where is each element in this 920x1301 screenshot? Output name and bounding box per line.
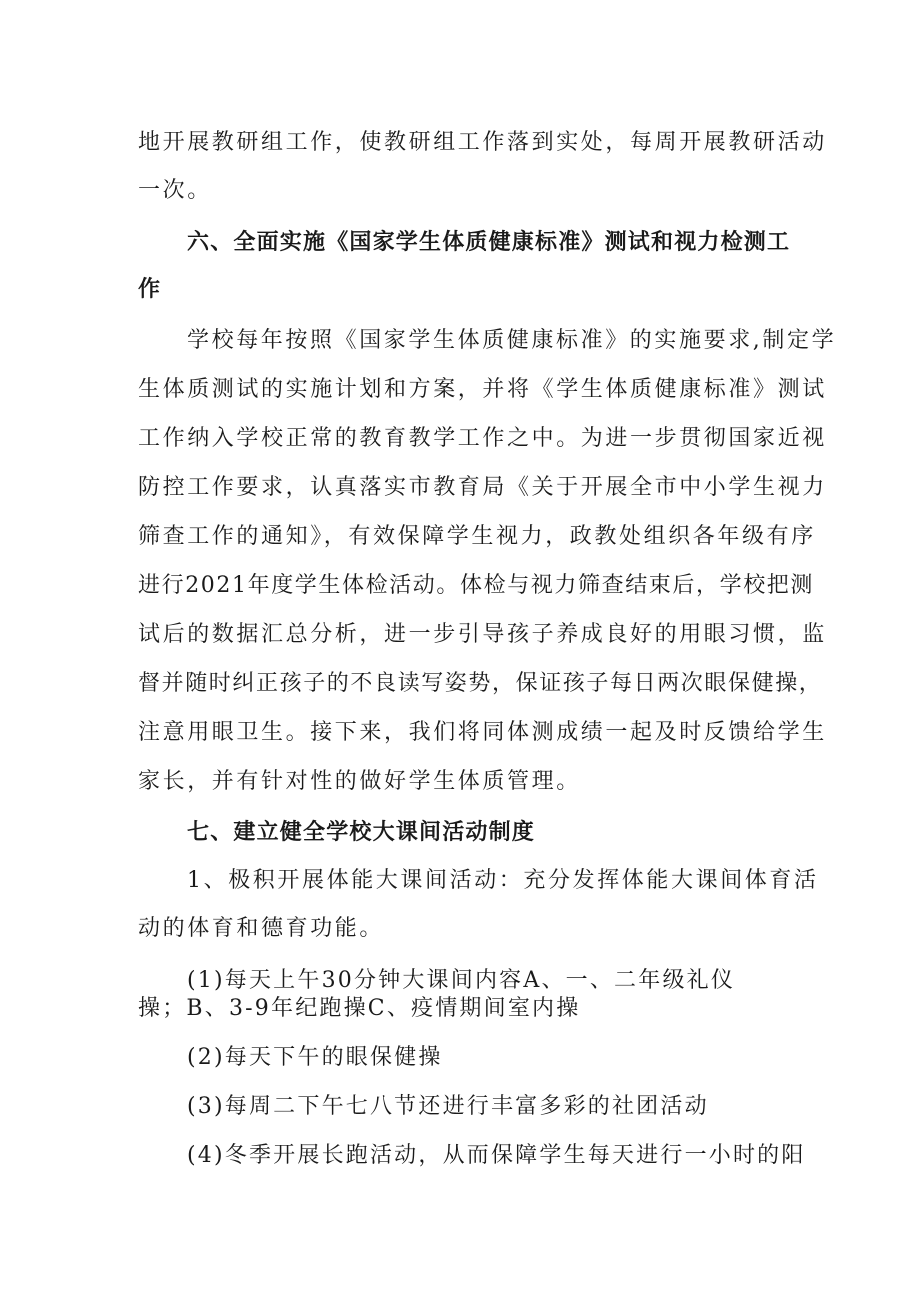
section-heading-six-continued: 作 xyxy=(138,277,162,302)
paragraph-line: 1、极积开展体能大课间活动：充分发挥体能大课间体育活 xyxy=(187,868,819,893)
section-heading-six: 六、全面实施《国家学生体质健康标准》测试和视力检测工 xyxy=(187,230,791,255)
list-item-4: (4)冬季开展长跑活动，从而保障学生每天进行一小时的阳 xyxy=(187,1143,806,1168)
paragraph-line: 注意用眼卫生。接下来，我们将同体测成绩一起及时反馈给学生 xyxy=(138,720,827,745)
paragraph-line: 动的体育和德育功能。 xyxy=(138,916,385,941)
paragraph-line: 学校每年按照《国家学生体质健康标准》的实施要求,制定学 xyxy=(187,328,837,353)
paragraph-line: 进行2021年度学生体检活动。体检与视力筛查结束后，学校把测 xyxy=(138,573,814,598)
paragraph-line: 工作纳入学校正常的教育教学工作之中。为进一步贯彻国家近视 xyxy=(138,426,827,451)
paragraph-line: 一次。 xyxy=(138,178,212,203)
list-item-3: (3)每周二下午七八节还进行丰富多彩的社团活动 xyxy=(187,1094,709,1119)
paragraph-line: 试后的数据汇总分析，进一步引导孩子养成良好的用眼习惯，监 xyxy=(138,622,827,647)
list-item-1-continued: 操；B、3-9年纪跑操C、疫情期间室内操 xyxy=(138,996,581,1021)
section-heading-seven: 七、建立健全学校大课间活动制度 xyxy=(187,820,536,845)
paragraph-line: 筛查工作的通知》，有效保障学生视力，政教处组织各年级有序 xyxy=(138,524,816,549)
paragraph-line: 地开展教研组工作，使教研组工作落到实处，每周开展教研活动 xyxy=(138,130,827,155)
list-item-2: (2)每天下午的眼保健操 xyxy=(187,1045,443,1070)
paragraph-line: 家长，并有针对性的做好学生体质管理。 xyxy=(138,769,581,794)
paragraph-line: 生体质测试的实施计划和方案，并将《学生体质健康标准》测试 xyxy=(138,377,827,402)
list-item-1: (1)每天上午30分钟大课间内容A、一、二年级礼仪 xyxy=(187,968,736,993)
paragraph-line: 督并随时纠正孩子的不良读写姿势，保证孩子每日两次眼保健操， xyxy=(138,671,823,696)
paragraph-line: 防控工作要求，认真落实市教育局《关于开展全市中小学生视力 xyxy=(138,475,827,500)
